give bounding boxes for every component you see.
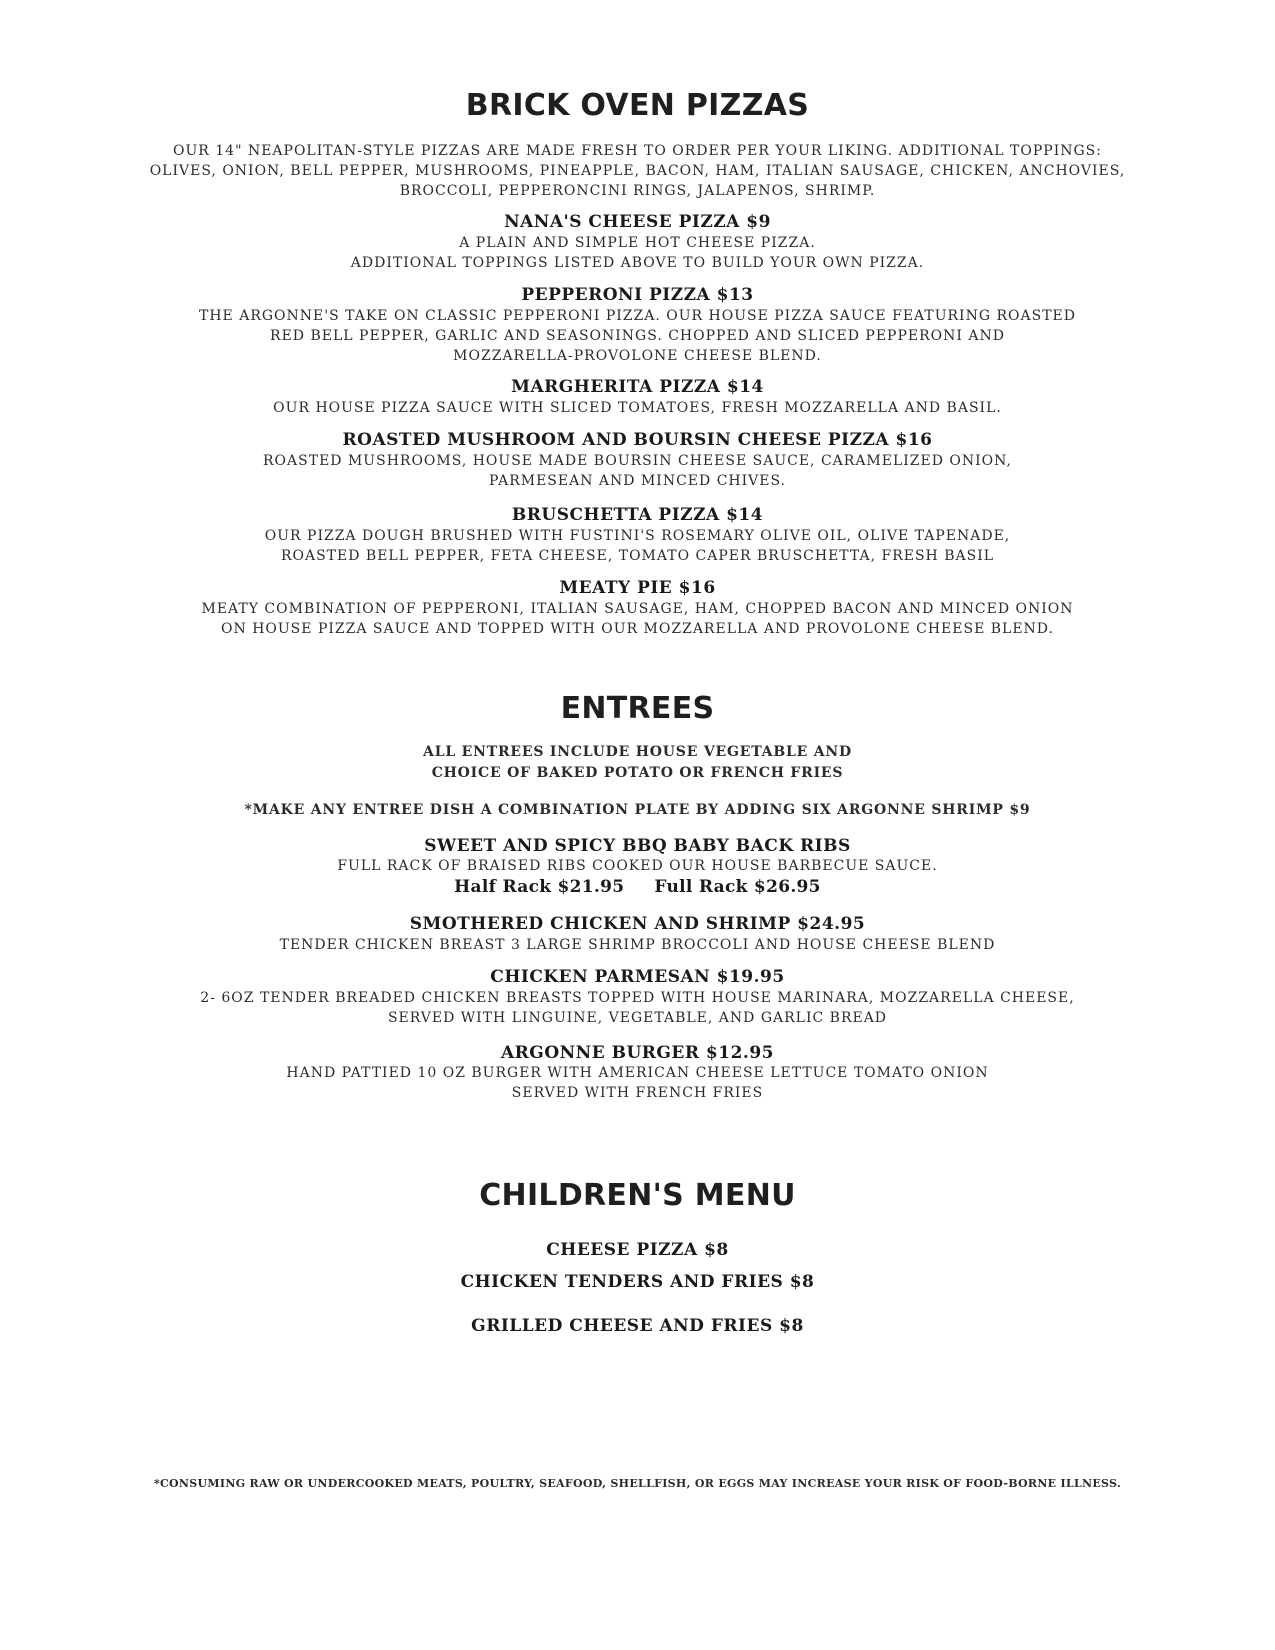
- menu-item-desc: [0, 526, 1275, 566]
- menu-item-name: SWEET AND SPICY BBQ BABY BACK RIBS: [424, 836, 851, 856]
- desc-line: MOZZARELLA-PROVOLONE CHEESE BLEND.: [453, 348, 822, 364]
- menu-item-name: MEATY PIE $16: [559, 578, 716, 598]
- kids-menu-item: CHICKEN TENDERS AND FRIES $8: [460, 1272, 815, 1292]
- desc-line: TENDER CHICKEN BREAST 3 LARGE SHRIMP BROCCOLI AND HOUSE CHEESE BLEND: [279, 937, 996, 953]
- menu-item-desc: [0, 398, 1275, 418]
- desc-line: MEATY COMBINATION OF PEPPERONI, ITALIAN SAUSAGE, HAM, CHOPPED BACON AND MINCED ONION: [201, 601, 1074, 617]
- menu-item-name: BRUSCHETTA PIZZA $14: [511, 505, 764, 525]
- menu-item-name: NANA'S CHEESE PIZZA $9: [504, 212, 771, 232]
- desc-line: THE ARGONNE'S TAKE ON CLASSIC PEPPERONI PIZZA. OUR HOUSE PIZZA SAUCE FEATURING ROASTED: [199, 308, 1076, 324]
- intro-line: BROCCOLI, PEPPERONCINI RINGS, JALAPENOS, SHRIMP.: [399, 183, 876, 199]
- desc-line: ROASTED MUSHROOMS, HOUSE MADE BOURSIN CHEESE SAUCE, CARAMELIZED ONION,: [263, 453, 1012, 469]
- note-line: CHOICE OF BAKED POTATO OR FRENCH FRIES: [431, 765, 844, 781]
- menu-item-name: PEPPERONI PIZZA $13: [521, 285, 754, 305]
- desc-line: OUR HOUSE PIZZA SAUCE WITH SLICED TOMATOES, FRESH MOZZARELLA AND BASIL.: [273, 400, 1002, 416]
- intro-line: OLIVES, ONION, BELL PEPPER, MUSHROOMS, PINEAPPLE, BACON, HAM, ITALIAN SAUSAGE, CHICKEN, ANCHOVIES,: [149, 163, 1126, 179]
- desc-line: SERVED WITH LINGUINE, VEGETABLE, AND GARLIC BREAD: [387, 1010, 888, 1026]
- pizzas-intro: [0, 141, 1275, 201]
- full-rack-price: Full Rack $26.95: [654, 877, 821, 897]
- food-safety-disclaimer: *CONSUMING RAW OR UNDERCOOKED MEATS, POULTRY, SEAFOOD, SHELLFISH, OR EGGS MAY INCREASE YOUR RISK OF FOOD-BORNE ILLNESS.: [153, 1477, 1122, 1490]
- menu-item-desc: [0, 1063, 1275, 1103]
- menu-item-desc: [0, 856, 1275, 876]
- menu-item-name: ROASTED MUSHROOM AND BOURSIN CHEESE PIZZA $16: [342, 430, 933, 450]
- desc-line: ADDITIONAL TOPPINGS LISTED ABOVE TO BUILD YOUR OWN PIZZA.: [350, 255, 925, 271]
- menu-item-name: SMOTHERED CHICKEN AND SHRIMP $24.95: [409, 914, 866, 934]
- kids-menu-item: GRILLED CHEESE AND FRIES $8: [471, 1316, 804, 1336]
- section-title-pizzas: BRICK OVEN PIZZAS: [465, 88, 810, 123]
- note-line: ALL ENTREES INCLUDE HOUSE VEGETABLE AND: [423, 744, 852, 760]
- desc-line: 2- 6OZ TENDER BREADED CHICKEN BREASTS TOPPED WITH HOUSE MARINARA, MOZZARELLA CHEESE,: [200, 990, 1075, 1006]
- combo-note: *MAKE ANY ENTREE DISH A COMBINATION PLATE BY ADDING SIX ARGONNE SHRIMP $9: [244, 802, 1031, 818]
- entrees-note: [0, 742, 1275, 784]
- desc-line: ROASTED BELL PEPPER, FETA CHEESE, TOMATO CAPER BRUSCHETTA, FRESH BASIL: [280, 548, 995, 564]
- desc-line: HAND PATTIED 10 OZ BURGER WITH AMERICAN CHEESE LETTUCE TOMATO ONION: [286, 1065, 989, 1081]
- menu-item-name: MARGHERITA PIZZA $14: [511, 377, 764, 397]
- desc-line: PARMESEAN AND MINCED CHIVES.: [488, 473, 787, 489]
- desc-line: RED BELL PEPPER, GARLIC AND SEASONINGS. CHOPPED AND SLICED PEPPERONI AND: [270, 328, 1005, 344]
- section-title-children: CHILDREN'S MENU: [479, 1178, 796, 1213]
- menu-item-name: CHICKEN PARMESAN $19.95: [490, 967, 785, 987]
- desc-line: FULL RACK OF BRAISED RIBS COOKED OUR HOUSE BARBECUE SAUCE.: [337, 858, 938, 874]
- desc-line: A PLAIN AND SIMPLE HOT CHEESE PIZZA.: [459, 235, 816, 251]
- menu-item-desc: [0, 306, 1275, 366]
- menu-item-desc: [0, 451, 1275, 491]
- section-title-entrees: ENTREES: [560, 691, 715, 726]
- menu-item-desc: [0, 935, 1275, 955]
- menu-item-desc: [0, 988, 1275, 1028]
- half-rack-price: Half Rack $21.95: [454, 877, 625, 897]
- menu-item-desc: [0, 599, 1275, 639]
- desc-line: OUR PIZZA DOUGH BRUSHED WITH FUSTINI'S ROSEMARY OLIVE OIL, OLIVE TAPENADE,: [264, 528, 1011, 544]
- desc-line: SERVED WITH FRENCH FRIES: [511, 1085, 764, 1101]
- menu-item-desc: [0, 233, 1275, 273]
- ribs-price-row: [0, 877, 1275, 897]
- desc-line: ON HOUSE PIZZA SAUCE AND TOPPED WITH OUR MOZZARELLA AND PROVOLONE CHEESE BLEND.: [221, 621, 1054, 637]
- menu-item-name: ARGONNE BURGER $12.95: [500, 1043, 774, 1063]
- intro-line: OUR 14" NEAPOLITAN-STYLE PIZZAS ARE MADE FRESH TO ORDER PER YOUR LIKING. ADDITIONAL TOPPINGS:: [172, 143, 1102, 159]
- kids-menu-item: CHEESE PIZZA $8: [546, 1240, 729, 1260]
